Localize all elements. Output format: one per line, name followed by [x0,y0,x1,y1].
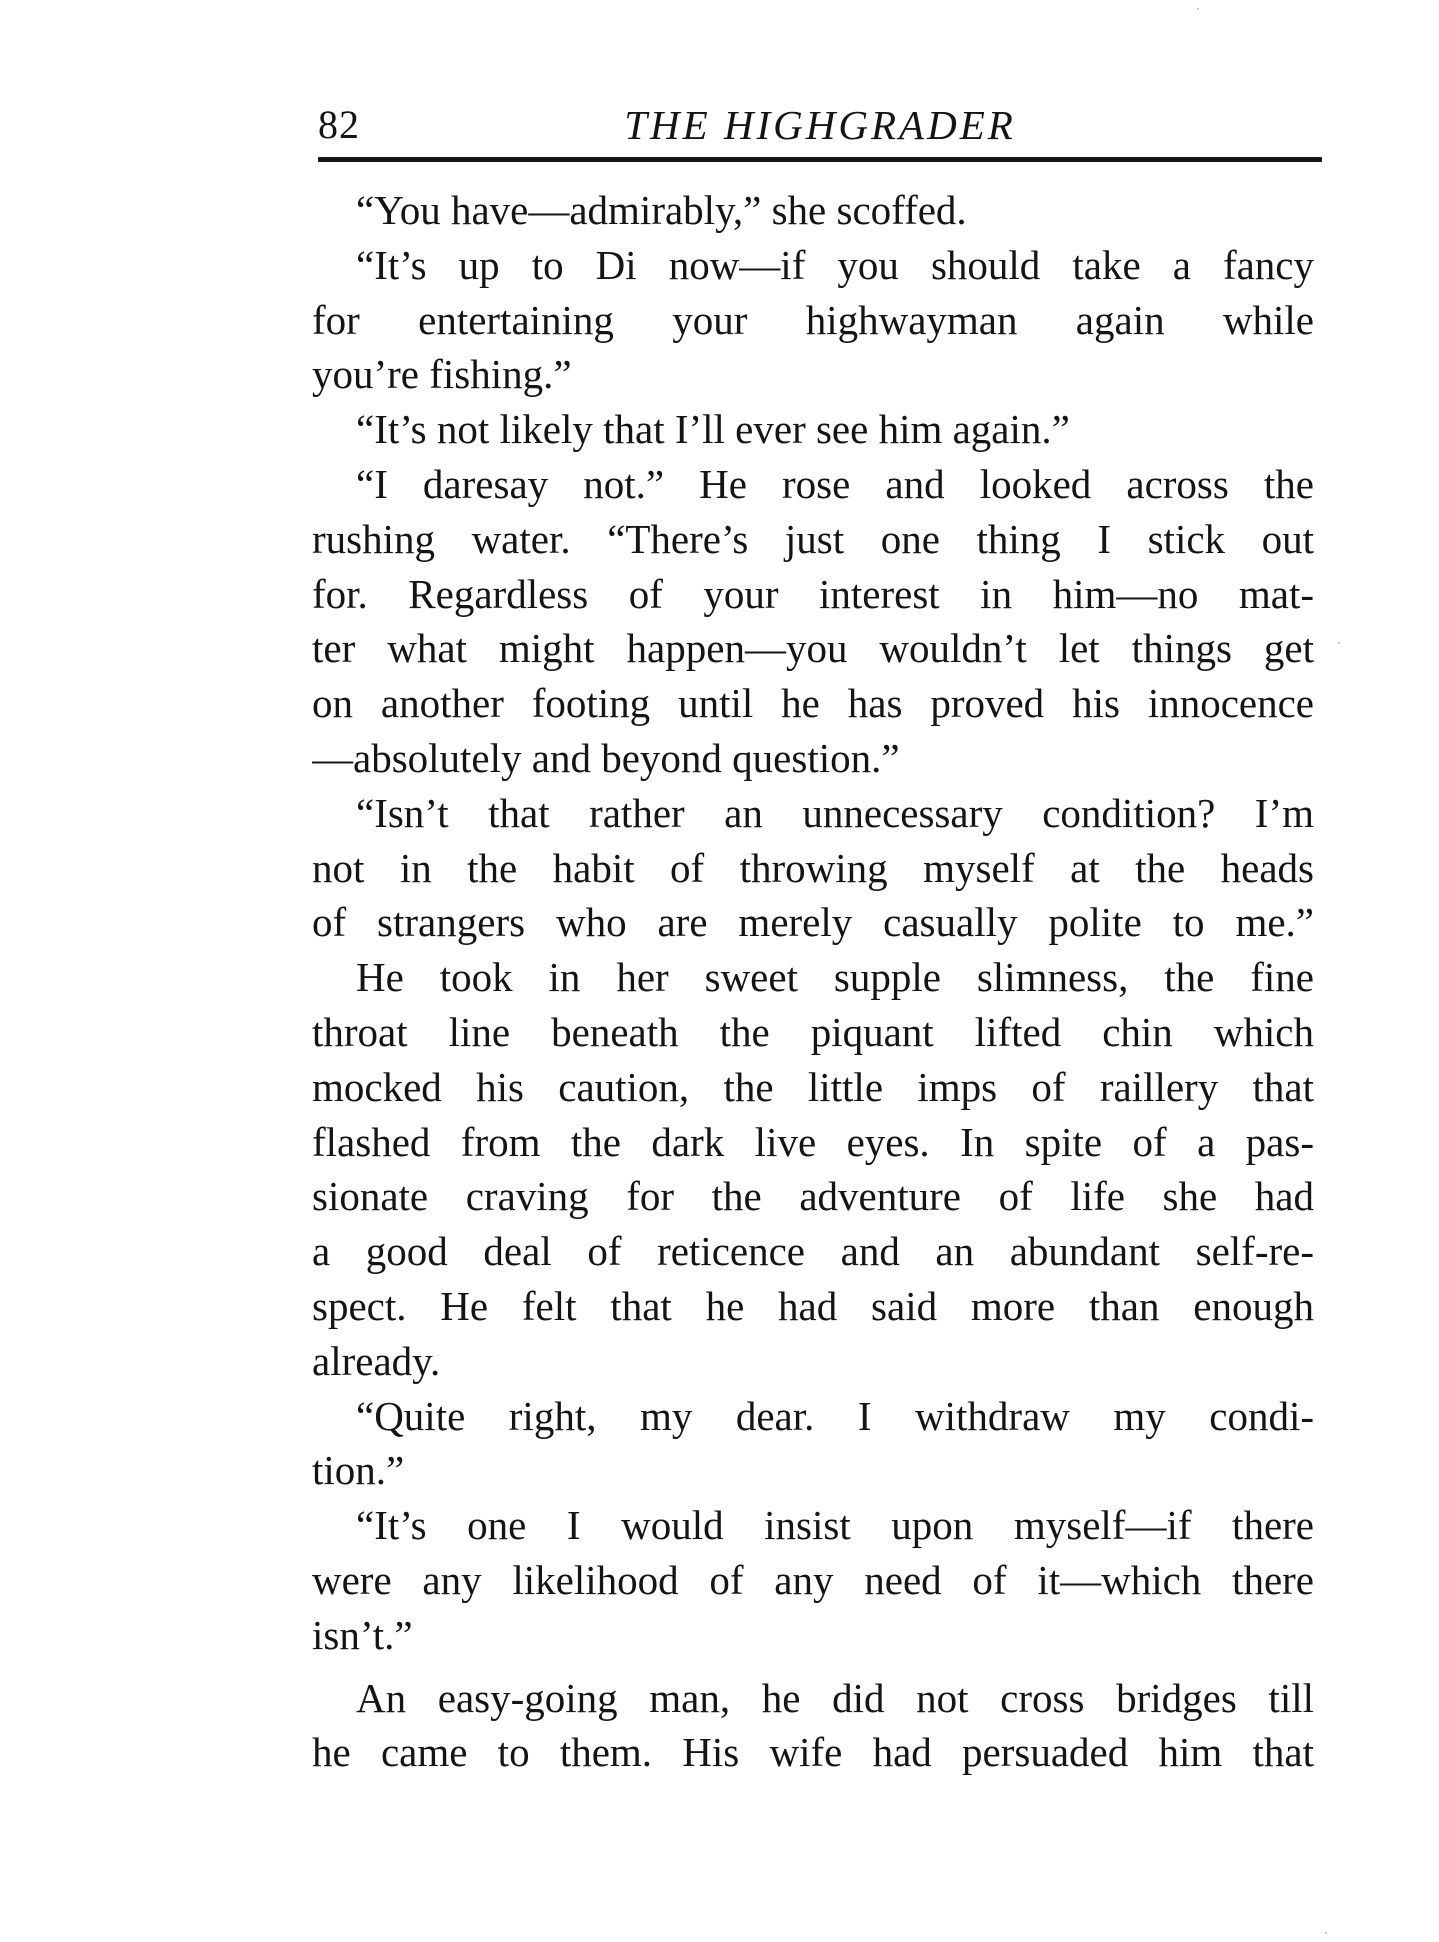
text-line: “Quite right, my dear. I withdraw my condi- [356,1392,1314,1439]
text-line: for entertaining your highwayman again while [312,296,1314,343]
running-title: THE HIGHGRADER [624,102,1016,148]
text-line: He took in her sweet supple slimness, the fine [356,954,1314,1001]
text-line: mocked his caution, the little imps of raillery that [312,1063,1314,1110]
text-line: “It’s not likely that I’ll ever see him again.” [356,406,1070,453]
text-line: a good deal of reticence and an abundant self-re- [312,1228,1314,1275]
text-line: “I daresay not.” He rose and looked across the [356,460,1314,507]
text-line: flashed from the dark live eyes. In spite of a pas- [312,1118,1314,1165]
text-line: not in the habit of throwing myself at the heads [312,844,1314,891]
text-line: he came to them. His wife had persuaded him that [312,1729,1314,1776]
running-head [318,100,1322,150]
body-text [312,183,1314,1780]
text-line: “It’s one I would insist upon myself—if there [356,1502,1314,1549]
paper-speck [1325,1932,1327,1934]
header-rule [318,157,1322,162]
text-line: already. [312,1337,441,1384]
text-line: you’re fishing.” [312,351,572,398]
text-line: —absolutely and beyond question.” [312,734,900,781]
paper-speck [1338,642,1340,644]
text-line: isn’t.” [312,1611,413,1658]
text-line: spect. He felt that he had said more than enough [312,1282,1314,1329]
text-line: rushing water. “There’s just one thing I stick out [312,515,1314,562]
text-line: “You have—admirably,” she scoffed. [356,187,967,233]
text-line: throat line beneath the piquant lifted chin which [312,1008,1314,1055]
text-line: of strangers who are merely casually polite to me.” [312,899,1314,946]
text-line: An easy-going man, he did not cross bridges till [356,1674,1314,1721]
text-line: were any likelihood of any need of it—which there [312,1556,1314,1603]
text-line: sionate craving for the adventure of life she had [312,1173,1314,1220]
text-line: “Isn’t that rather an unnecessary condition? I’m [356,789,1314,836]
paper-speck [1197,8,1199,10]
text-line: “It’s up to Di now—if you should take a fancy [356,241,1314,288]
text-line: tion.” [312,1447,405,1494]
text-line: on another footing until he has proved his innocence [312,680,1314,727]
page-number: 82 [318,102,360,147]
text-line: ter what might happen—you wouldn’t let things get [312,625,1314,672]
text-line: for. Regardless of your interest in him—no mat- [312,570,1314,617]
